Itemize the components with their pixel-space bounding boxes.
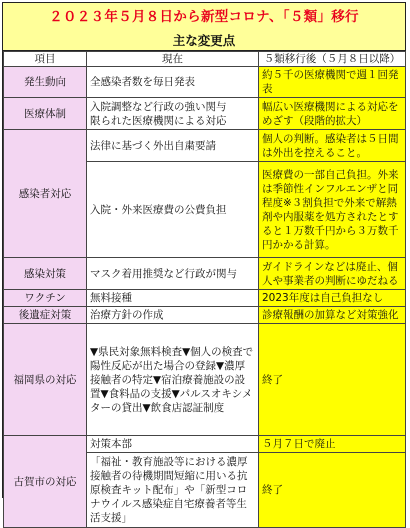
after-cell: 終了 xyxy=(259,453,406,528)
table-row xyxy=(4,307,406,324)
item-cell: 感染対策 xyxy=(4,258,87,290)
current-cell: 治療方針の作成 xyxy=(87,307,259,324)
current-cell: 「福祉・教育施設等における濃厚接触者の待機期間短縮に用いる抗原検査キット配布」や「新型コロナウイルス感染症自宅療養者等生活支援」 xyxy=(87,453,259,528)
after-cell: ガイドラインなどは廃止、個人や事業者の判断にゆだねる xyxy=(259,258,406,290)
item-cell: 古賀市の対応 xyxy=(4,436,87,528)
table-row xyxy=(4,67,406,98)
current-cell: 対策本部 xyxy=(87,436,259,453)
page-title: ２０２３年５月８日から新型コロナ、「５類」移行 xyxy=(3,3,405,31)
table-row xyxy=(4,290,406,307)
current-cell: 入院調整など行政の強い関与 限られた医療機関による対応 xyxy=(87,98,259,130)
current-cell: 法律に基づく外出自粛要請 xyxy=(87,130,259,162)
item-cell: 発生動向 xyxy=(4,67,87,98)
after-cell: 約５千の医療機関で週１回発表 xyxy=(259,67,406,98)
table-row xyxy=(4,436,406,453)
item-cell: 医療体制 xyxy=(4,98,87,130)
after-cell: 幅広い医療機関による対応をめざす（段階的拡大） xyxy=(259,98,406,130)
after-cell: 2023年度は自己負担なし xyxy=(259,290,406,307)
after-cell: 医療費の一部自己負担。外来は季節性インフルエンザと同程度※３割負担で外来で解熱剤や内服薬を処方されたとすると１万数千円から３万数千円かかる計算。 xyxy=(259,162,406,258)
changes-table xyxy=(3,51,406,528)
item-cell: 感染者対応 xyxy=(4,130,87,258)
after-cell: ５月７日で廃止 xyxy=(259,436,406,453)
after-cell: 診療報酬の加算など対策強化 xyxy=(259,307,406,324)
item-cell: 福岡県の対応 xyxy=(4,324,87,436)
table-row xyxy=(4,130,406,162)
current-cell: 無料接種 xyxy=(87,290,259,307)
table-row xyxy=(4,98,406,130)
item-cell: ワクチン xyxy=(4,290,87,307)
current-cell: 入院・外来医療費の公費負担 xyxy=(87,162,259,258)
header-item: 項目 xyxy=(4,52,87,67)
page-subtitle: 主な変更点 xyxy=(3,31,405,51)
current-cell: 全感染者数を毎日発表 xyxy=(87,67,259,98)
header-after: ５類移行後（５月８日以降） xyxy=(259,52,406,67)
table-row xyxy=(4,258,406,290)
after-cell: 個人の判断。感染者は５日間は外出を控えること。 xyxy=(259,130,406,162)
after-cell: 終了 xyxy=(259,324,406,436)
current-cell: ▼県民対象無料検査▼個人の検査で陽性反応が出た場合の登録▼濃厚接触者の特定▼宿泊療養施設の設置▼食料品の支援▼パルスオキシメターの貸出▼飲食店認証制度 xyxy=(87,324,259,436)
table-row xyxy=(4,324,406,436)
current-cell: マスク着用推奨など行政が関与 xyxy=(87,258,259,290)
header-current: 現在 xyxy=(87,52,259,67)
item-cell: 後遺症対策 xyxy=(4,307,87,324)
header-row xyxy=(4,52,406,67)
